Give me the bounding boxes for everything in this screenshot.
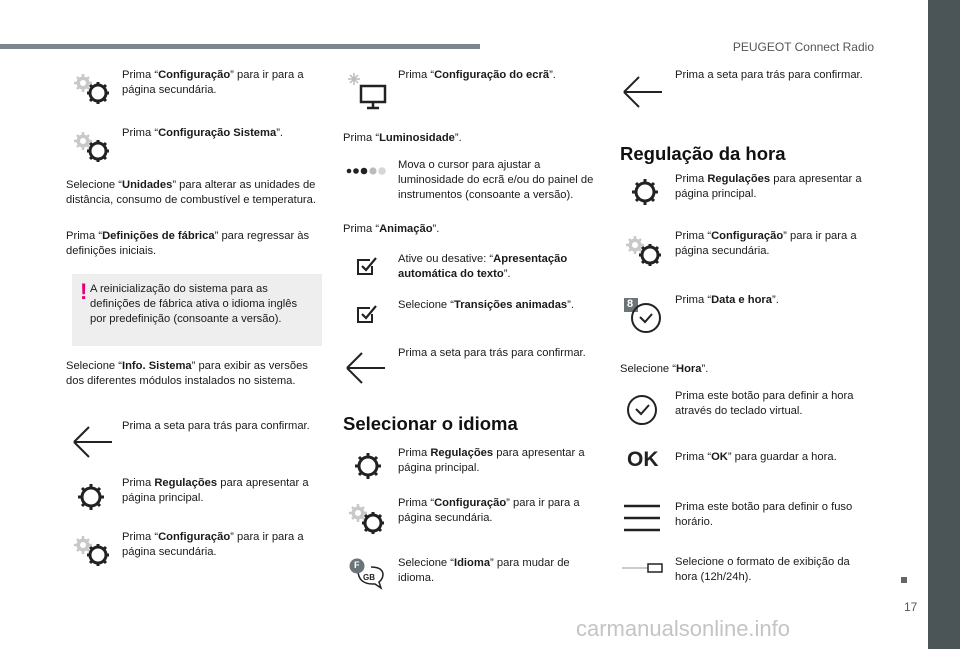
c2-transicoes-text: Selecione “Transições animadas”. [398, 299, 575, 311]
c2-apresentacao-text: Ative ou desative: “Apresentação automática do texto”. [398, 253, 568, 280]
c1-configuracao-sistema-text: Prima “Configuração Sistema”. [122, 127, 284, 139]
settings-gears-icon [624, 232, 666, 270]
menu-lines-icon [624, 503, 660, 533]
c3-teclado-text: Prima este botão para definir a hora através do teclado virtual. [675, 390, 854, 417]
settings-gears-icon [72, 70, 114, 108]
back-arrow-icon [622, 74, 664, 110]
chapter-sidebar [928, 0, 960, 649]
settings-gears-icon [347, 500, 389, 538]
c3-hora-paragraph: Selecione “Hora”. [620, 363, 709, 375]
gear-icon [76, 482, 106, 512]
warning-box [72, 274, 322, 346]
clock-badge-label: 8 [627, 298, 634, 310]
warning-text: A reinicialização do sistema para as definições de fábrica ativa o idioma inglês por predefinição (consoante a versão). [90, 283, 298, 325]
flag-gb-label: GB [363, 573, 375, 582]
c3-regulacoes-text: Prima Regulações para apresentar a página principal. [675, 173, 862, 200]
gear-icon [630, 177, 660, 207]
c3-data-hora-text: Prima “Data e hora”. [675, 294, 779, 306]
section-heading-hora: Regulação da hora [620, 143, 786, 164]
c2-regulacoes-text: Prima Regulações para apresentar a página principal. [398, 447, 585, 474]
c2-animacao-paragraph: Prima “Animação”. [343, 223, 440, 235]
checkbox-icon [356, 304, 378, 324]
c1-back-text: Prima a seta para trás para confirmar. [122, 420, 310, 432]
c3-back-text: Prima a seta para trás para confirmar. [675, 69, 863, 81]
page-header: PEUGEOT Connect Radio [732, 40, 874, 54]
c1-info-sistema-paragraph: Selecione “Info. Sistema” para exibir as versões dos diferentes módulos instalados no sistema. [66, 360, 308, 387]
gear-icon [353, 451, 383, 481]
back-arrow-icon [72, 424, 114, 460]
language-flag-icon [349, 557, 389, 591]
c2-cursor-text: Mova o cursor para ajustar a luminosidade do ecrã e/ou do painel de instrumentos (consoante a versão). [398, 159, 594, 201]
c1-regulacoes-text: Prima Regulações para apresentar a página principal. [122, 477, 309, 504]
section-heading-idioma: Selecionar o idioma [343, 413, 518, 434]
c3-configuracao-text: Prima “Configuração” para ir para a página secundária. [675, 230, 857, 257]
c2-configuracao-text: Prima “Configuração” para ir para a página secundária. [398, 497, 580, 524]
screen-brightness-icon [345, 72, 389, 110]
c3-formato-text: Selecione o formato de exibição da hora (12h/24h). [675, 556, 850, 583]
c1-configuracao2-text: Prima “Configuração” para ir para a página secundária. [122, 531, 304, 558]
checkbox-icon [356, 256, 378, 276]
ok-icon: OK [627, 448, 659, 471]
c1-unidades-paragraph: Selecione “Unidades” para alterar as unidades de distância, consumo de combustível e temperatura. [66, 179, 316, 206]
toggle-slider-icon [622, 563, 664, 573]
c2-idioma-text: Selecione “Idioma” para mudar de idioma. [398, 557, 570, 584]
flag-f-label: F [354, 560, 360, 570]
c2-luminosidade-paragraph: Prima “Luminosidade”. [343, 132, 462, 144]
c3-ok-text: Prima “OK” para guardar a hora. [675, 451, 837, 463]
page-number: 17 [904, 600, 918, 614]
c2-config-ecra-text: Prima “Configuração do ecrã”. [398, 69, 556, 81]
watermark: carmanualsonline.info [576, 616, 791, 641]
settings-gears-icon [72, 128, 114, 166]
brightness-slider-icon [345, 166, 387, 176]
continue-marker [901, 577, 907, 583]
c3-fuso-text: Prima este botão para definir o fuso horário. [675, 501, 853, 528]
settings-gears-icon [72, 532, 114, 570]
c2-back-text: Prima a seta para trás para confirmar. [398, 347, 586, 359]
warning-icon: ! [80, 279, 88, 304]
c1-definicoes-paragraph: Prima “Definições de fábrica” para regressar às definições iniciais. [66, 230, 310, 257]
top-rule [0, 44, 480, 49]
clock-icon [624, 298, 664, 334]
c1-configuracao-text: Prima “Configuração” para ir para a página secundária. [122, 69, 304, 96]
check-circle-icon [626, 394, 658, 426]
back-arrow-icon [345, 350, 387, 386]
